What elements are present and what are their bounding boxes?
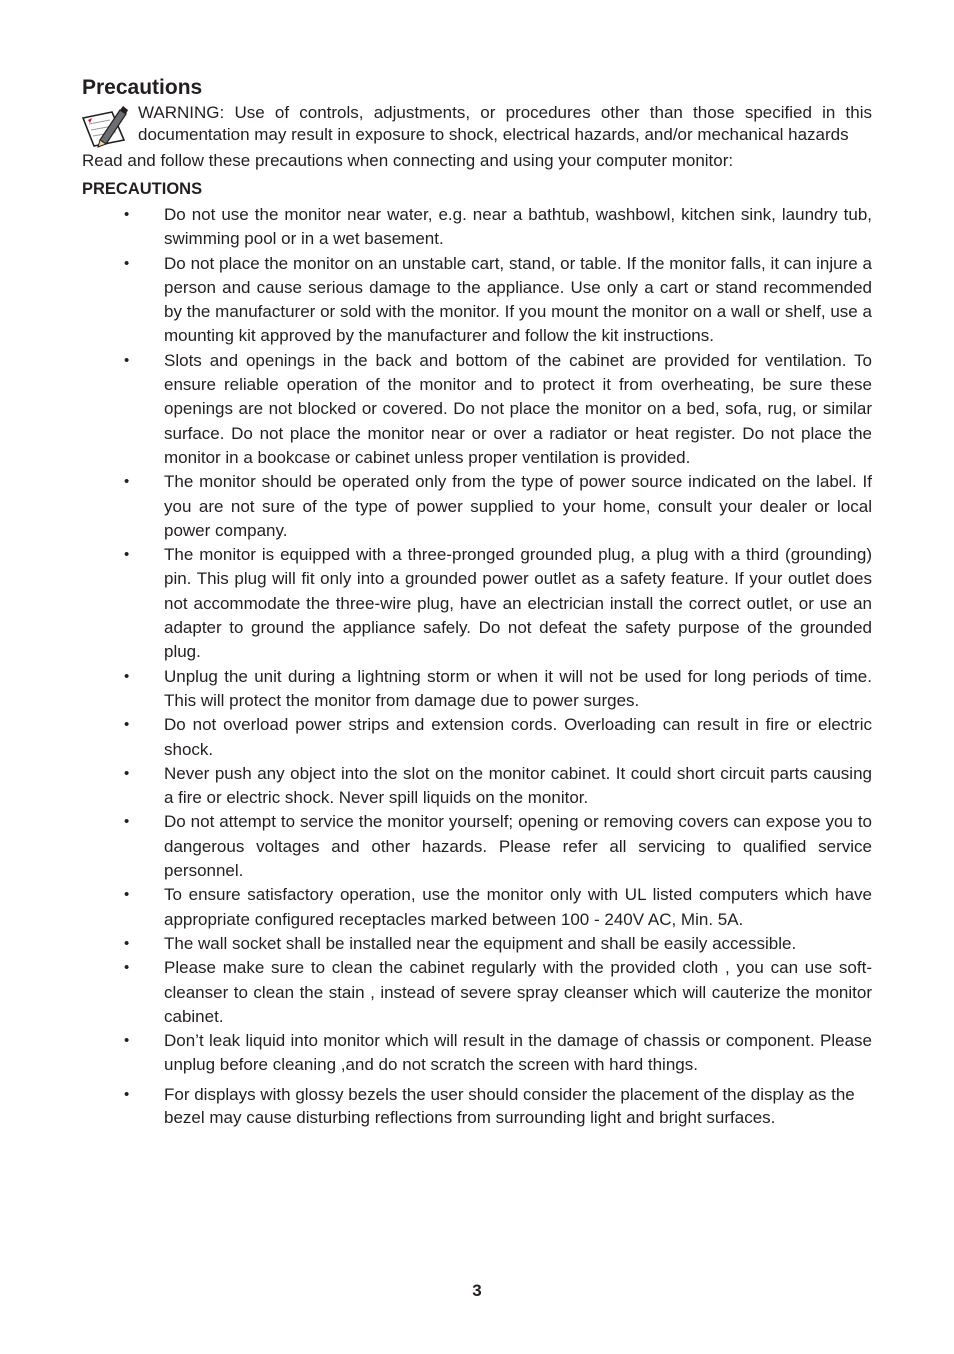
warning-text: WARNING: Use of controls, adjustments, or procedures other than those specified in this documentation may result in exposure to shock, electrical hazards, and/or mechanical hazards (138, 103, 872, 144)
list-item: • Do not place the monitor on an unstable cart, stand, or table. If the monitor falls, it can injure a person and cause serious damage to the appliance. Use only a cart or stand recommended by the manufacturer or sold with the monitor. If you mount the monitor on a wall or shelf, use a mounting kit approved by the manufacturer and follow the kit instructions. (124, 253, 872, 346)
bullet-icon: • (124, 886, 130, 904)
bullet-icon: • (124, 254, 130, 272)
bullet-icon: • (124, 1032, 130, 1050)
list-item: • The monitor is equipped with a three-pronged grounded plug, a plug with a third (grounding) pin. This plug will fit only into a grounded power outlet as a safety feature. If your outlet does not accommodate the three-wire plug, have an electrician install the correct outlet, or use an adapter to ground the appliance safely. Do not defeat the safety purpose of the grounded plug. (124, 545, 872, 662)
bullet-icon: • (124, 813, 130, 831)
list-item: • The wall socket shall be installed near the equipment and shall be easily accessible. (82, 932, 872, 956)
list-item: • Do not attempt to service the monitor yourself; opening or removing covers can expose you to dangerous voltages and other hazards. Please refer all servicing to qualified service personnel. (124, 812, 872, 881)
list-item: • Unplug the unit during a lightning storm or when it will not be used for long periods of time. This will protect the monitor from damage due to power surges. (124, 666, 872, 710)
bullet-icon: • (124, 667, 130, 685)
list-item: • The monitor should be operated only from the type of power source indicated on the label. If you are not sure of the type of power supplied to your home, consult your dealer or local power company. (124, 472, 872, 540)
list-item: • Slots and openings in the back and bottom of the cabinet are provided for ventilation. To ensure reliable operation of the monitor and to protect it from overheating, be sure these openings are not blocked or covered. Do not place the monitor on a bed, sofa, rug, or similar surface. Do not place the monitor near or over a radiator or heat register. Do not place the monitor in a bookcase or cabinet unless proper ventilation is provided. (124, 350, 872, 467)
list-item: • Never push any object into the slot on the monitor cabinet. It could short circuit parts causing a fire or electric shock. Never spill liquids on the monitor. (124, 763, 872, 808)
precautions-list (82, 203, 872, 1129)
pencil-note-icon (80, 106, 130, 150)
intro-text: Read and follow these precautions when connecting and using your computer monitor: (82, 151, 734, 170)
bullet-icon: • (124, 206, 130, 223)
bullet-icon: • (124, 716, 130, 734)
bullet-icon: • (124, 1085, 130, 1103)
page-number: 3 (472, 1281, 482, 1300)
list-item: • Please make sure to clean the cabinet regularly with the provided cloth , you can use soft-cleanser to clean the stain , instead of severe spray cleanser which will cauterize the monitor cabinet. (124, 958, 872, 1026)
bullet-icon: • (124, 934, 130, 952)
bullet-icon: • (124, 351, 130, 369)
bullet-icon: • (124, 959, 130, 977)
section-title: Precautions (82, 76, 203, 99)
list-item: • To ensure satisfactory operation, use the monitor only with UL listed computers which have appropriate configured receptacles marked between 100 - 240V AC, Min. 5A. (124, 885, 872, 929)
list-item: • Don’t leak liquid into monitor which will result in the damage of chassis or component. Please unplug before cleaning ,and do not scratch the screen with hard things. (124, 1031, 872, 1075)
precautions-subheading: PRECAUTIONS (82, 180, 203, 198)
list-item: • Do not overload power strips and extension cords. Overloading can result in fire or electric shock. (124, 715, 872, 759)
list-item: • Do not use the monitor near water, e.g. near a bathtub, washbowl, kitchen sink, laundry tub, swimming pool or in a wet basement. (124, 205, 872, 249)
bullet-icon: • (124, 473, 130, 491)
list-item: • For displays with glossy bezels the user should consider the placement of the display as the bezel may cause disturbing reflections from surrounding light and bright surfaces. (124, 1084, 855, 1127)
bullet-icon: • (124, 764, 130, 782)
document-page (82, 74, 872, 1129)
warning-block (82, 102, 872, 150)
bullet-icon: • (124, 546, 130, 564)
